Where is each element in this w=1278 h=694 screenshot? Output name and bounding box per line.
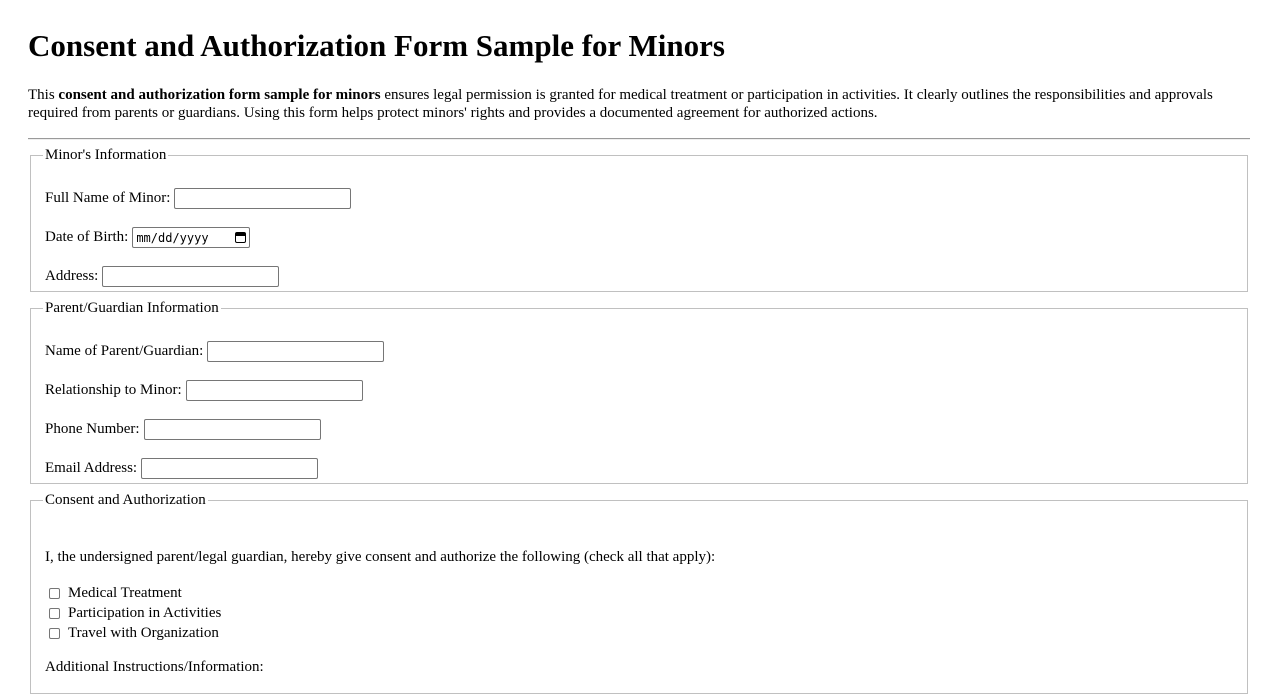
consent-option-label: Travel with Organization xyxy=(68,625,219,641)
dob-input[interactable] xyxy=(132,227,250,248)
phone-input[interactable] xyxy=(144,419,321,440)
full-name-label: Full Name of Minor: xyxy=(45,190,171,206)
intro-prefix: This xyxy=(28,87,59,103)
calendar-icon[interactable] xyxy=(235,232,246,243)
dob-placeholder: mm/dd/yyyy xyxy=(136,230,209,245)
guardian-name-input[interactable] xyxy=(207,341,384,362)
consent-legend: Consent and Authorization xyxy=(45,492,206,508)
parent-info-legend: Parent/Guardian Information xyxy=(45,300,219,316)
additional-info-label: Additional Instructions/Information: xyxy=(45,659,264,675)
consent-statement: I, the undersigned parent/legal guardian, hereby give consent and authorize the following (check all that apply): xyxy=(45,549,716,565)
guardian-name-row xyxy=(45,341,384,362)
relationship-row xyxy=(45,380,363,401)
dob-row xyxy=(45,227,250,248)
phone-row xyxy=(45,419,321,440)
parent-info-fieldset xyxy=(30,300,1248,484)
email-label: Email Address: xyxy=(45,460,138,476)
relationship-input[interactable] xyxy=(186,380,363,401)
consent-option-medical[interactable] xyxy=(49,585,182,602)
relationship-label: Relationship to Minor: xyxy=(45,382,182,398)
consent-option-label: Participation in Activities xyxy=(68,605,222,621)
checkbox[interactable] xyxy=(49,588,60,599)
consent-option-activities[interactable] xyxy=(49,605,221,622)
address-label: Address: xyxy=(45,268,99,284)
page-title: Consent and Authorization Form Sample for Minors xyxy=(28,28,725,63)
intro-suffix: ensures legal permission is granted for medical treatment or participation in activities. It clearly outlines the responsibilities and approvals required from parents or guardians. Using this form helps protect minors' rights and provides a documented agreement for authorized actions. xyxy=(28,87,1213,121)
consent-option-label: Medical Treatment xyxy=(68,585,182,601)
checkbox[interactable] xyxy=(49,628,60,639)
minor-info-fieldset xyxy=(30,147,1248,292)
intro-paragraph xyxy=(28,86,1240,122)
minor-info-legend: Minor's Information xyxy=(45,147,167,163)
intro-bold: consent and authorization form sample for minors xyxy=(58,87,381,103)
dob-label: Date of Birth: xyxy=(45,229,129,245)
address-row xyxy=(45,266,279,287)
phone-label: Phone Number: xyxy=(45,421,140,437)
full-name-input[interactable] xyxy=(174,188,351,209)
consent-fieldset xyxy=(30,492,1248,694)
email-row xyxy=(45,458,318,479)
checkbox[interactable] xyxy=(49,608,60,619)
divider xyxy=(28,138,1250,140)
full-name-row xyxy=(45,188,351,209)
email-input[interactable] xyxy=(141,458,318,479)
address-input[interactable] xyxy=(102,266,279,287)
consent-option-travel[interactable] xyxy=(49,625,219,642)
guardian-name-label: Name of Parent/Guardian: xyxy=(45,343,204,359)
